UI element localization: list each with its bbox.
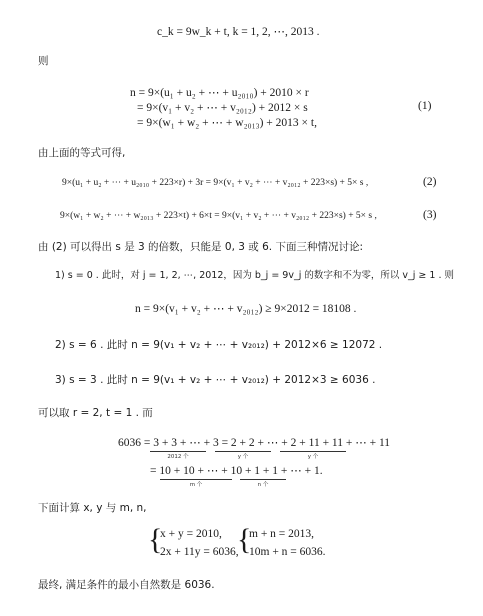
equation-3-tag: (3) [423,209,437,221]
equation-3: 9×(w₁ + w₂ + ⋯ + w₂₀₁₃ + 223×t) + 6×t = 9×(v₁ + v₂ + ⋯ + v₂₀₁₂ + 223×s) + 5× s , [60,211,377,221]
text-three-cases: 由 (2) 可以得出 s 是 3 的倍数，只能是 0, 3 或 6. 下面三种情况讨论: [38,241,363,253]
case-3-text: 3) s = 3 . 此时 n = 9(v₁ + v₂ + ⋯ + v₂₀₁₂) + 2012×3 ≥ 6036 . [55,374,376,386]
system-2-brace: { [237,523,252,556]
final-conclusion: 最终, 满足条件的最小自然数是 6036. [38,579,215,591]
equation-2: 9×(u₁ + u₂ + ⋯ + u₂₀₁₀ + 223×r) + 3r = 9×(v₁ + v₂ + ⋯ + v₂₀₁₂ + 223×s) + 5× s , [62,178,369,188]
ck-definition: c_k = 9w_k + t, k = 1, 2, ⋯, 2013 . [157,26,320,38]
text-compute: 下面计算 x, y 与 m, n, [38,502,147,514]
case-2-text: 2) s = 6 . 此时 n = 9(v₁ + v₂ + ⋯ + v₂₀₁₂) + 2012×6 ≥ 12072 . [55,339,383,351]
system-1-eq-b: 2x + 11y = 6036, [160,546,239,558]
equation-1-line-a: n = 9×(u₁ + u₂ + ⋯ + u₂₀₁₀) + 2010 × r [130,87,309,99]
equation-2-tag: (2) [423,176,437,188]
case-1-equation: n = 9×(v₁ + v₂ + ⋯ + v₂₀₁₂) ≥ 9×2012 = 18108 . [135,303,357,315]
decomposition-line-b: = 10 + 10 + ⋯ + 10 + 1 + 1 + ⋯ + 1. [150,465,323,477]
equation-1-tag: (1) [418,100,432,112]
underbrace-label-2: y 个 [237,454,249,460]
underbrace-label-3: y 个 [307,454,319,460]
text-then: 则 [38,55,49,67]
case-1-text: 1) s = 0 . 此时，对 j = 1, 2, ⋯, 2012，因为 b_j = 9v_j 的数字和不为零，所以 v_j ≥ 1 . 则 [55,270,455,281]
system-1-brace: { [148,523,163,556]
text-from-above: 由上面的等式可得, [38,147,126,159]
system-1-eq-a: x + y = 2010, [160,528,222,540]
underbrace-label-4: m 个 [189,482,203,488]
system-2-eq-a: m + n = 2013, [249,528,315,540]
underbrace-label-1: 2012 个 [167,454,189,460]
system-2-eq-b: 10m + n = 6036. [249,546,326,558]
equation-1-line-c: = 9×(w₁ + w₂ + ⋯ + w₂₀₁₃) + 2013 × t, [137,117,317,129]
equation-1-line-b: = 9×(v₁ + v₂ + ⋯ + v₂₀₁₂) + 2012 × s [137,102,308,114]
text-take-r-t: 可以取 r = 2, t = 1 . 而 [38,407,153,419]
decomposition-line-a: 6036 = 3 + 3 + ⋯ + 3 = 2 + 2 + ⋯ + 2 + 11 + 11 + ⋯ + 11 [118,437,391,449]
underbrace-label-5: n 个 [257,482,269,488]
